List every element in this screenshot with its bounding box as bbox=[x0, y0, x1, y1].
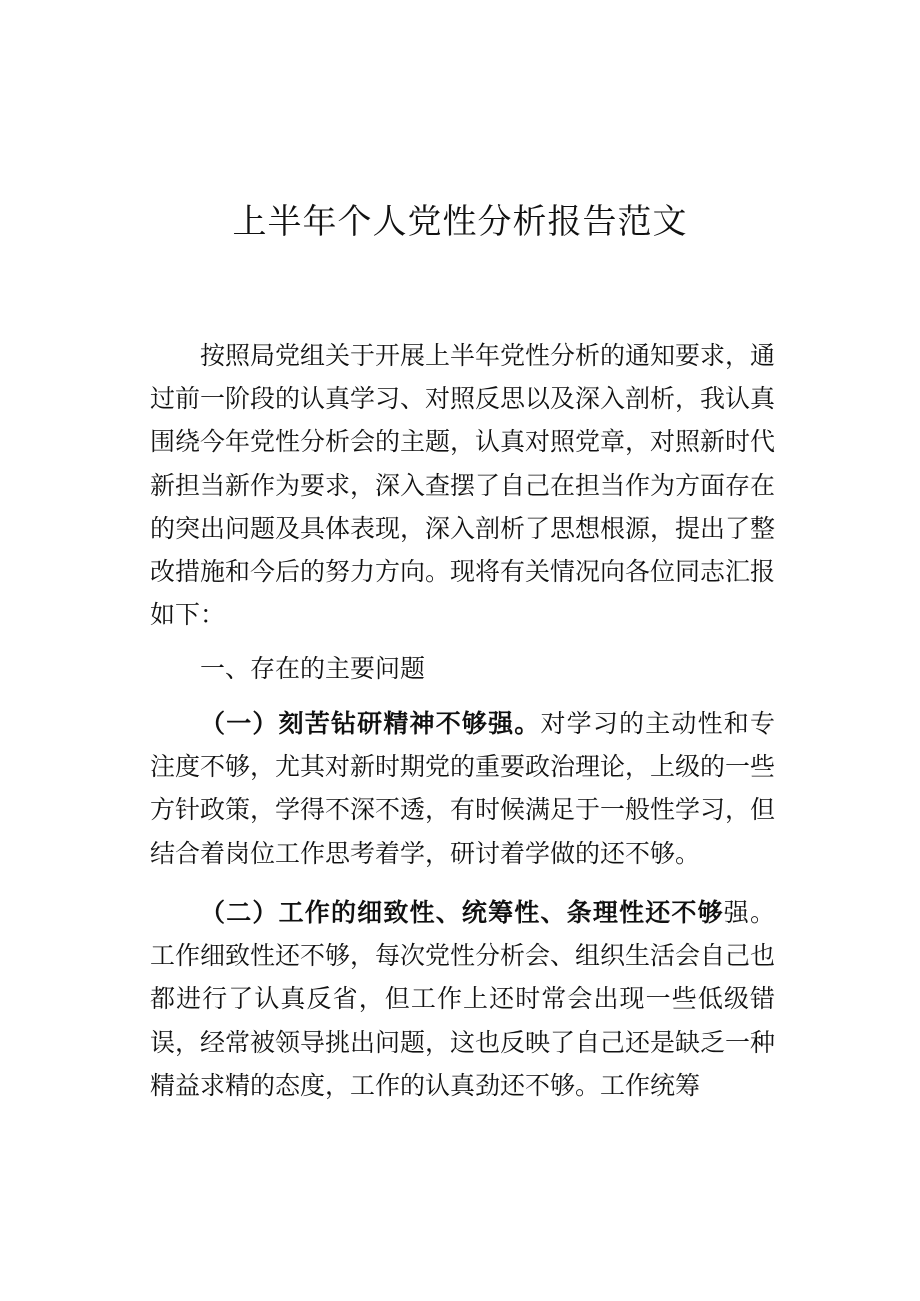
item1-paragraph bbox=[150, 702, 775, 875]
item1-lead: （一）刻苦钻研精神不够强。 bbox=[200, 709, 541, 738]
item2-lead-tail: 强。 bbox=[723, 898, 775, 927]
item2-paragraph bbox=[150, 891, 775, 1107]
item2-lead: （二）工作的细致性、统筹性、条理性还不够 bbox=[200, 898, 724, 927]
intro-paragraph: 按照局党组关于开展上半年党性分析的通知要求，通过前一阶段的认真学习、对照反思以及深入剖析，我认真围绕今年党性分析会的主题，认真对照党章，对照新时代新担当新作为要求，深入查摆了自己在担当作为方面存在的突出问题及具体表现，深入剖析了思想根源，提出了整改措施和今后的努力方向。现将有关情况向各位同志汇报如下： bbox=[150, 341, 776, 630]
intro-section bbox=[150, 334, 775, 636]
item2-section bbox=[150, 891, 775, 1107]
item1-section bbox=[150, 702, 775, 875]
item1-body: 对学习的主动性和专注度不够，尤其对新时期党的重要政治理论，上级的一些方针政策，学得不深不透，有时候满足于一般性学习，但结合着岗位工作思考着学，研讨着学做的还不够。 bbox=[150, 709, 776, 868]
item2-body: 工作细致性还不够，每次党性分析会、组织生活会自己也都进行了认真反省，但工作上还时常会出现一些低级错误，经常被领导挑出问题，这也反映了自己还是缺乏一种精益求精的态度，工作的认真劲还不够。工作统筹 bbox=[150, 941, 776, 1100]
document-title: 上半年个人党性分析报告范文 bbox=[232, 202, 688, 242]
section-heading: 一、存在的主要问题 bbox=[200, 654, 426, 683]
